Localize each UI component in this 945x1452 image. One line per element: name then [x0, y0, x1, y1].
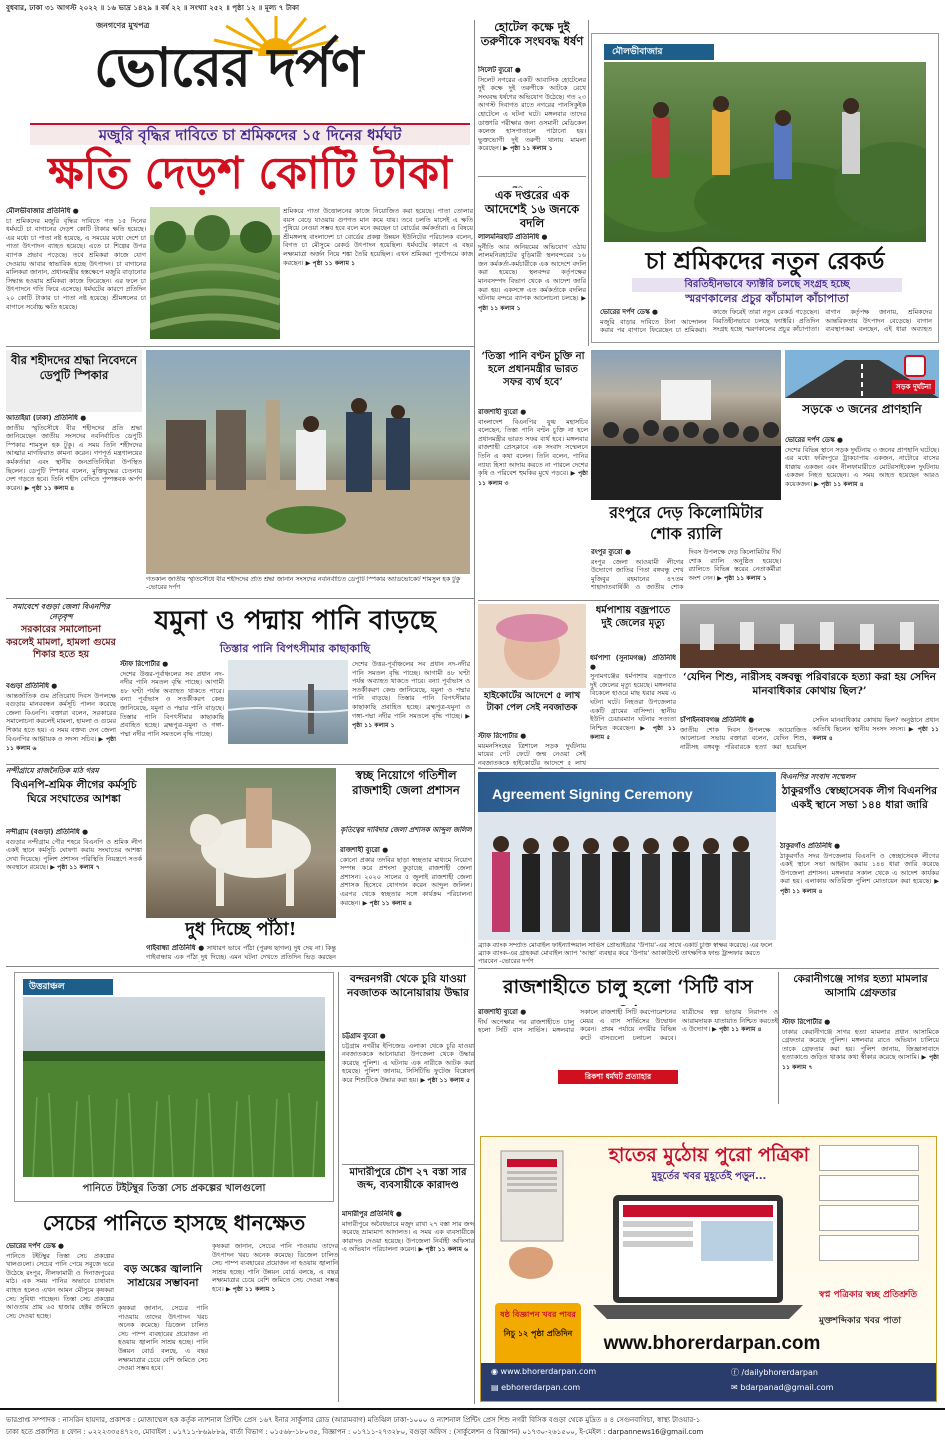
ad-headline: হাতের মুঠোয় পুরো পত্রিকা — [608, 1144, 810, 1166]
jamuna-body-col3: দেশের উত্তর-পূর্বাঞ্চলের সব প্রধান নদ-নদীর পানি সমতল বৃদ্ধি পাচ্ছে। আগামী ৪৮ ঘণ্টা পর্যন্ত অব্যাহত থাকতে পারে। বন্যা পূর্বাভাস ও সতর্কীকরণ কেন্দ্র জানিয়েছে, যমুনা ও পদ্মার পানি বাড়ছে। তিস্তার পানি বিপৎসীমার কাছাকাছি প্রবাহিত হচ্ছে। ব্রহ্মপুত্র-যমুনা ও গঙ্গা-পদ্মা নদীর পানি সমতলে বৃদ্ধি পাচ্ছে। ▶ পৃষ্ঠা ১১ কলাম ১ — [352, 660, 470, 730]
lead-headline: ক্ষতি দেড়শ কোটি টাকা — [48, 148, 452, 199]
ad-stamp: ষষ্ঠ বিজ্ঞাপন খবর পাবর নিচু ১২ পৃষ্ঠা প্রতিদিন — [495, 1303, 581, 1367]
uttor-photo — [23, 997, 325, 1177]
tea-record-sub2: স্মরণকালের প্রচুর কাঁচামাল কাঁচাপাতা — [685, 292, 849, 305]
uttor-headline: সেচের পানিতে হাসছে ধানক্ষেত — [42, 1210, 306, 1235]
madaripur-headline: মাদারীপুরে চৌশ ২৭ বস্তা সার জব্দ, ব্যবসায়ীকে কারাদণ্ড — [349, 1167, 467, 1191]
nandigram-kicker: নন্দীগ্রামে রাজনৈতিক মাঠ গরম — [6, 766, 99, 775]
madaripur-body: মাদারীপুর প্রতিনিধি ● মাদারীপুরে অবৈধভাবে মজুদ রাখা ২৭ বস্তা সার জব্দ করেছে ভ্রাম্যমাণ আদালত। এ সময় এক ব্যবসায়ীকে কারাদণ্ড দেওয়া হয়েছে। উপজেলা নির্বাহী অফিসার এ অভিযান পরিচালনা করেন। ▶ পৃষ্ঠা ১১ কলাম ৬ — [342, 1210, 474, 1254]
uttor-box — [14, 972, 334, 1202]
nandigram-headline: বিএনপি-শ্রমিক লীগের কর্মসূচি ঘিরে সংঘাতের আশঙ্কা — [11, 779, 137, 805]
road-headline: সড়কে ৩ জনের প্রাণহানি — [802, 402, 922, 416]
tea-record-photo — [604, 62, 926, 242]
lead-kicker: মজুরি বৃদ্ধির দাবিতে চা শ্রমিকদের ১৫ দিনের ধর্মঘট — [30, 123, 470, 145]
nandigram-body: নন্দীগ্রাম (বগুড়া) প্রতিনিধি ● বগুড়ার নন্দীগ্রাম পৌর শহরে বিএনপি ও শ্রমিক লীগ একই স্থানে কর্মসূচি ঘোষণা করায় সংঘাতের আশঙ্কা দেখা দিয়েছে। পুলিশ প্রশাসন পরিস্থিতি নিয়ন্ত্রণে সতর্ক অবস্থানে রয়েছে। ▶ পৃষ্ঠা ১১ কলাম ৭ — [6, 828, 142, 872]
martyrs-headline: বীর শহীদদের শ্রদ্ধা নিবেদনে ডেপুটি স্পিকার — [6, 350, 142, 412]
citybus-body: রাজশাহী ব্যুরো ● দীর্ঘ অপেক্ষার পর রাজশাহীতে চালু হলো সিটি বাস সার্ভিস। মঙ্গলবার সকালে রাজশাহী সিটি করপোরেশনের মেয়র এ বাস সার্ভিসের উদ্বোধন করেন। প্রথম পর্যায়ে নগরীর বিভিন্ন রুটে বাসগুলো চলাচল করবে। যাত্রীদের স্বল্প ভাড়ায় নিরাপদ ও আরামদায়ক যাতায়াত নিশ্চিত করতেই এ উদ্যোগ। ▶ পৃষ্ঠা ১১ কলাম ৪ — [478, 1008, 778, 1042]
goat-body: গাইবান্ধা প্রতিনিধি ● সাধারণ ভাবে পাঁঠা (পুরুষ ছাগল) দুধ দেয় না। কিন্তু গাইবান্ধায় এক পাঁঠা দুধ দিচ্ছে। এমন ঘটনা দেখতে প্রতিদিন ভিড় করছেন — [146, 944, 336, 961]
corruption-body: লালমনিরহাট প্রতিনিধি ● দুর্নীতি আর অনিয়মের অভিযোগ ওঠায় লালমনিরহাটের বুড়িমারী স্থলবন্দরের ১৬ জন কর্মকর্তা-কর্মচারীকে এক আদেশে বদলি করা হয়েছে। স্থলবন্দর কর্তৃপক্ষের মানবসম্পদ বিভাগ থেকে এ আদেশ জারি করা হয়। একসঙ্গে এত কর্মকর্তাকে বদলির ঘটনায় বন্দরে ব্যাপক আলোচনা চলছে। ▶ পৃষ্ঠা ১১ কলাম ১ — [478, 233, 586, 312]
footer-line1: ভারপ্রাপ্ত সম্পাদক : নাসরিন হায়দার, প্রকাশক : মোজাম্মেল হক কর্তৃক ন্যাশনাল প্রিন্টিং প্রেস ১৬৭ ইনার সার্কুলার রোড (আরামবাগ) মতিঝিল ঢাকা-১০০০ ও ন্যাশনাল প্রিন্টিং প্রেস শিশু নগরী বিসিক বগুড়া থেকে মুদ্রিত ॥ ৪ সেগুনবাগিচা, স্বাস্থ্য টাওয়ার-১ — [6, 1416, 701, 1424]
newspaper-roll-icon — [491, 1145, 581, 1295]
laptop-icon — [593, 1189, 803, 1329]
thakurgaon-headline: ঠাকুরগাঁও স্বেচ্ছাসেবক লীগ বিএনপির একই স্থানে সভা ১৪৪ ধারা জারি — [781, 785, 938, 811]
jamuna-headline: যমুনা ও পদ্মায় পানি বাড়ছে — [154, 606, 436, 636]
uttor-sub: বড় অঙ্কের জ্বালানি সাশ্রয়ের সম্ভাবনা — [123, 1263, 203, 1289]
tea-record-region-label: মৌলভীবাজার — [604, 44, 714, 60]
footer-line2: ঢাকা হতে প্রকাশিত ॥ ফোন : ০২২২৩৩৫৪৭২৩, মোবাইল : ০১৭১১-৮৬৯৮৮৯, বার্তা বিভাগ : ০১৫৬৮-১৮০৩৫, বিজ্ঞাপন : ০১৭১১-২৭৩২৮০, বগুড়া অফিস : (সার্কুলেশন ও বিজ্ঞাপন) ০১৭৩০-২৬১৫০০, ই-মেইল : darpannews16@gmail.com — [6, 1428, 704, 1436]
citybus-badge: রিকশা ধর্মঘট প্রত্যাহার — [558, 1070, 678, 1084]
rajshahi-admin-kicker: কৃতিত্বের দাবিদার জেলা প্রশাসক আব্দুল জলিল — [340, 826, 472, 834]
ad-mail-link[interactable]: ✉ bdarpanad@gmail.com — [731, 1383, 834, 1392]
uttor-body3: কৃষকরা জানান, সেচের পানি পাওয়ায় তাদের উৎপাদন খরচ অনেক কমেছে। ডিজেল চালিত সেচ পাম্প ব্যবহারের প্রয়োজন না হওয়ায় জ্বালানি সাশ্রয় হচ্ছে। পানি উন্নয়ন বোর্ড বলছে, এ বছর লক্ষ্যমাত্রার চেয়ে বেশি জমিতে সেচ দেওয়া সম্ভব হবে। ▶ পৃষ্ঠা ১১ কলাম ১ — [212, 1242, 338, 1293]
jamuna-sub: তিস্তার পানি বিপৎসীমার কাছাকাছি — [219, 642, 371, 655]
hotel-body: সিলেট ব্যুরো ● সিলেট নগরের একটি আবাসিক হোটেলের দুই কক্ষে দুই তরুণীকে আটকে রেখে সংঘবদ্ধ ধর্ষণের অভিযোগ উঠেছে। গত ২৩ আগস্ট দিবাগত রাতে নগরের পানসিকুইক হোটেলে এ ঘটনা ঘটে। মঙ্গলবার তাদের ডাক্তারি পরীক্ষার জন্য ওসমানী মেডিকেল কলেজ হাসপাতালে পাঠানো হয়। ভুক্তভোগী দুই তরুণী থানায় মামলা করেছেন। ▶ পৃষ্ঠা ১১ কলাম ১ — [478, 66, 586, 153]
tea-record-box — [591, 33, 939, 343]
road-banner — [785, 350, 939, 398]
uttor-body2: কৃষকরা জানান, সেচের পানি পাওয়ায় তাদের উৎপাদন খরচ অনেক কমেছে। ডিজেল চালিত সেচ পাম্প ব্যবহারের প্রয়োজন না হওয়ায় জ্বালানি সাশ্রয় হচ্ছে। পানি উন্নয়ন বোর্ড বলছে, এ বছর লক্ষ্যমাত্রার চেয়ে বেশি জমিতে সেচ দেওয়া সম্ভব হবে। — [118, 1304, 208, 1373]
agreement-photo — [478, 772, 776, 940]
goat-photo — [146, 768, 336, 918]
baby-photo — [478, 604, 586, 688]
rangpur-photo — [591, 350, 781, 500]
agreement-banner: Agreement Signing Ceremony — [478, 772, 776, 812]
uttor-region-label: উত্তরাঞ্চল — [23, 979, 113, 995]
jamuna-body: স্টাফ রিপোর্টার ● দেশের উত্তর-পূর্বাঞ্চলের সব প্রধান নদ-নদীর পানি সমতল বৃদ্ধি পাচ্ছে। আগামী ৪৮ ঘণ্টা পর্যন্ত অব্যাহত থাকতে পারে। বন্যা পূর্বাভাস ও সতর্কীকরণ কেন্দ্র জানিয়েছে, যমুনা ও পদ্মার পানি বাড়ছে। তিস্তার পানি বিপৎসীমার কাছাকাছি প্রবাহিত হচ্ছে। ব্রহ্মপুত্র-যমুনা ও গঙ্গা-পদ্মা নদীর পানি সমতলে বৃদ্ধি পাচ্ছে। — [120, 660, 224, 738]
rescue-body: চট্টগ্রাম ব্যুরো ● চট্টগ্রাম নগরীর ইপিজেড এলাকা থেকে চুরি যাওয়া নবজাতককে আনোয়ারা উপজেলা থেকে উদ্ধার করেছে পুলিশ। এ ঘটনায় এক নারীকে আটক করা হয়েছে। পুলিশ জানায়, সিসিটিভি ফুটেজ বিশ্লেষণ করে শিশুটিকে উদ্ধার করা হয়। ▶ পৃষ্ঠা ১১ কলাম ৫ — [342, 1032, 474, 1084]
sheikh-body: চাঁপাইনবাবগঞ্জ প্রতিনিধি ● জাতীয় শোক দিবস উপলক্ষে আয়োজিত আলোচনা সভায় বক্তারা বলেন, যেদিন শিশু, নারীসহ বঙ্গবন্ধু পরিবারকে হত্যা করা হয়েছিল সেদিন মানবাধিকার কোথায় ছিল? অনুষ্ঠানে প্রধান অতিথি ছিলেন স্থানীয় সংসদ সদস্য। ▶ পৃষ্ঠা ১১ কলাম ৪ — [680, 716, 939, 751]
corruption-kicker — [478, 178, 586, 188]
paper-icon: ▤ — [491, 1383, 502, 1392]
ad-sub: মুহূর্তের খবর মুহূর্তেই পড়ুন... — [651, 1171, 767, 1182]
ad-side-text1: স্বপ্ন পত্রিকার স্বচ্ছ প্রতিশ্রুতি — [819, 1290, 918, 1300]
ad-footer-bar — [481, 1363, 936, 1401]
masthead-tagline: জনগণের মুখপত্র — [96, 21, 150, 30]
dateline: বুধবার, ঢাকা ৩১ আগস্ট ২০২২ ॥ ১৬ ভাদ্র ১৪২৯ ॥ বর্ষ ২২ ॥ সংখ্যা ২৫২ ॥ পৃষ্ঠা ১২ ॥ মূল্য ৭ টাকা — [6, 3, 300, 12]
rajshahi-admin-body: রাজশাহী ব্যুরো ● কোনো প্রকার তদবির ছাড়া স্বচ্ছতার মাধ্যমে নিয়োগ সম্পন্ন করে প্রশংসা কুড়াচ্ছে রাজশাহী জেলা প্রশাসন। ২০২০ সালের ৫ জুলাই রাজশাহী জেলা প্রশাসক হিসেবে যোগদান করেন আব্দুল জলিল। এরপর থেকে স্বচ্ছতার সঙ্গে কার্যক্রম পরিচালনা করছেন। ▶ পৃষ্ঠা ১১ কলাম ৪ — [340, 846, 472, 907]
jamuna-photo — [228, 660, 348, 744]
sheikh-photo — [680, 604, 939, 668]
martyrs-caption: গতকাল জাতীয় স্মৃতিসৌধে বীর শহীদদের প্রতি শ্রদ্ধা জানান সংসদের নবনির্বাচিত ডেপুটি স্পিকার অ্যাডভোকেট শামসুল হক টুকু -ভোরের দর্পণ — [146, 576, 460, 592]
road-accident-box — [785, 350, 939, 598]
baby-headline: হাইকোর্টের আদেশে ৫ লাখ টাকা পেল সেই নবজাতক — [483, 691, 581, 713]
globe-icon: ◉ — [491, 1367, 501, 1376]
ad-facebook-link[interactable]: ⓕ /dailybhorerdarpan — [731, 1368, 818, 1377]
facebook-icon: ⓕ — [731, 1368, 742, 1377]
grave-headline: ধর্মপাশায় বজ্রপাতে দুই জেলের মৃত্যু — [595, 605, 671, 629]
masthead — [6, 14, 466, 122]
road-badge: সড়ক দুর্ঘটনা — [892, 380, 935, 394]
grave-body: ধর্মপাশা (সুনামগঞ্জ) প্রতিনিধি ● সুনামগঞ্জের ধর্মপাশায় বজ্রপাতে দুই জেলের মৃত্যু হয়েছে। মঙ্গলবার বিকেলে হাওরে মাছ ধরার সময় এ ঘটনা ঘটে। নিহতরা উপজেলার একটি গ্রামের বাসিন্দা। স্থানীয় ইউপি চেয়ারম্যান ঘটনার সত্যতা নিশ্চিত করেছেন। ▶ পৃষ্ঠা ১১ কলাম ৫ — [590, 654, 676, 742]
ad-epaper-link[interactable]: ▤ ebhorerdarpan.com — [491, 1383, 581, 1392]
keraniganj-body: স্টাফ রিপোর্টার ● ঢাকার কেরানীগঞ্জে সাগর হত্যা মামলার প্রধান আসামিকে গ্রেফতার করেছে পুলিশ। মঙ্গলবার রাতে অভিযান চালিয়ে তাকে গ্রেফতার করা হয়। পুলিশ জানায়, জিজ্ঞাসাবাদে হত্যাকাণ্ডে জড়িত থাকার কথা স্বীকার করেছে আসামি। ▶ পৃষ্ঠা ১১ কলাম ৭ — [782, 1018, 939, 1071]
ad-side-text2: মুক্তশব্দিকার খবর পাতা — [819, 1316, 902, 1326]
rescue-headline: বন্দরনগরী থেকে চুরি যাওয়া নবজাতক আনোয়ারায় উদ্ধার — [347, 973, 469, 999]
lead-body-col1: মৌলভীবাজার প্রতিনিধি ● চা শ্রমিকদের মজুরি বৃদ্ধির দাবিতে গত ১৫ দিনের ধর্মঘটে চা বাগানের দেড়শ কোটি টাকার ক্ষতি হয়েছে। এর মধ্যে চা পাতা নষ্ট হয়েছে, এ সময়ের মধ্যে দেশে চা পাতা উৎপাদন ব্যাহত হয়েছে। এতে চা শিল্পের উপর ব্যাপক প্রভাব পড়েছে। তবে শ্রমিকরা কাজে যোগ দেওয়ায় আবার স্বাভাবিক হচ্ছে উৎপাদন। চা বাগানের মালিকরা জানান, প্রধানমন্ত্রীর হস্তক্ষেপে মজুরি বাড়ানোর সিদ্ধান্ত হওয়ায় শ্রমিকরা কাজে ফিরেছেন। এর ফলে চা উৎপাদনে গতি ফিরে এসেছে। ধর্মঘটের কারণে প্রতিদিন ২০ কোটি টাকার চা পাতা নষ্ট হয়েছে। শ্রীমঙ্গলের চা বাগানে সর্বোচ্চ ক্ষতি হয়েছে। — [6, 207, 146, 311]
rangpur-body: রংপুর ব্যুরো ● রংপুর জেলা আওয়ামী লীগের উদ্যোগে জাতির পিতা বঙ্গবন্ধু শেখ মুজিবুর রহমানের ৪৭তম শাহাদাতবার্ষিকী ও জাতীয় শোক দিবস উপলক্ষে দেড় কিলোমিটার দীর্ঘ শোক র‌্যালি অনুষ্ঠিত হয়েছে। র‌্যালিতে বিভিন্ন স্তরের নেতাকর্মীরা অংশ নেন। ▶ পৃষ্ঠা ১১ কলাম ১ — [591, 548, 781, 592]
baby-body: স্টাফ রিপোর্টার ● ময়মনসিংহের ত্রিশালে সড়ক দুর্ঘটনায় মায়ের পেট ফেটে জন্ম নেওয়া সেই নবজাতককে হাইকোর্টের আদেশে ৫ লাখ — [478, 732, 586, 767]
footer-imprint — [0, 1408, 945, 1452]
hotel-headline: হোটেল কক্ষে দুই তরুণীকে সংঘবদ্ধ ধর্ষণ — [480, 20, 584, 48]
citybus-headline: রাজশাহীতে চালু হলো ‘সিটি বাস — [503, 976, 753, 998]
corruption-headline: এক দপ্তরের এক আদেশেই ১৬ জনকে বদলি — [484, 188, 580, 230]
sheikh-headline: ‘যেদিন শিশু, নারীসহ বঙ্গবন্ধু পরিবারকে হত্যা করা হয় সেদিন মানবাধিকার কোথায় ছিল?’ — [683, 671, 936, 697]
rajshahi-admin-headline: স্বচ্ছ নিয়োগে গতিশীল রাজশাহী জেলা প্রশাসন — [352, 768, 460, 797]
martyrs-photo — [146, 350, 470, 574]
thakurgaon-kicker: বিএনপির সংবাদ সম্মেলন — [780, 772, 856, 781]
agreement-caption: ব্র্যাক ব্যাংক সম্প্রতি মোবাইল ফাইন্যান্সিয়াল সার্ভিস প্রোভাইডার ‘উপায়’-এর সাথে একটি চুক্তি স্বাক্ষর করেছে। এর ফলে ব্র্যাক ব্যাংক-এর গ্রাহকরা মোবাইল অ্যাপ ‘আস্থা’ ব্যবহার করে ‘উপায়’ অ্যাকাউন্টে তাৎক্ষণিক ফান্ড ট্রান্সফার করতে পারবেন -ভোরের দর্পণ — [478, 942, 773, 966]
bogra-bnp-body: বগুড়া প্রতিনিধি ● আন্তর্জাতিক গুম প্রতিরোধ দিবস উপলক্ষে বগুড়ায় মানববন্ধন কর্মসূচি পালন করেছে জেলা বিএনপি। বক্তারা বলেন, সরকারের সমালোচনা করলেই মামলা, হামলা ও গুমের শিকার হতে হয়। এ সময় বক্তব্য দেন জেলা বিএনপির আহ্বায়ক ও সদস্য সচিব। ▶ পৃষ্ঠা ১১ কলাম ৬ — [6, 682, 116, 753]
goat-headline: দুধ দিচ্ছে পাঁঠা! — [185, 919, 297, 940]
tea-record-sub1: বিরতিহীনভাবে ফ্যাক্টরি চলছে সংগ্রহ হচ্ছে — [632, 278, 902, 292]
uttor-body1: ভোরের দর্পণ ডেস্ক ● পানিতে টইটম্বুর তিস্তা সেচ প্রকল্পের খালগুলো। সেচের পানি পেয়ে সবুজে ভরে উঠেছে রংপুর, নীলফামারী ও দিনাজপুরের মাঠ। এক সময় পানির অভাবে চাষাবাদ ব্যাহত হলেও এখন আমন মৌসুমে কৃষকরা সেচ সুবিধা পাচ্ছেন। তিস্তা সেচ প্রকল্পের আওতায় প্রায় ৬৫ হাজার হেক্টর জমিতে সেচ দেওয়া হচ্ছে। — [6, 1242, 114, 1320]
uttor-caption: পানিতে টইটম্বুর তিস্তা সেচ প্রকল্পের খালগুলো — [82, 1183, 266, 1194]
mail-icon: ✉ — [731, 1383, 741, 1392]
thakurgaon-body: ঠাকুরগাঁও প্রতিনিধি ● ঠাকুরগাঁও সদর উপজেলায় বিএনপি ও স্বেচ্ছাসেবক লীগের একই স্থানে সভা আহ্বান করায় ১৪৪ ধারা জারি করেছে উপজেলা প্রশাসন। মঙ্গলবার সকাল থেকে এ আদেশ কার্যকর করা হয়। এলাকায় অতিরিক্ত পুলিশ মোতায়েন করা হয়েছে। ▶ পৃষ্ঠা ১১ কলাম ৪ — [780, 842, 939, 895]
road-body: ভোরের দর্পণ ডেস্ক ● দেশের বিভিন্ন স্থানে সড়ক দুর্ঘটনায় ৩ জনের প্রাণহানি ঘটেছে। এর মধ্যে ফরিদপুরে ট্রাকচাপায় একজন, নাটোরে বাসের ধাক্কায় একজন এবং নীলফামারীতে মোটরসাইকেল দুর্ঘটনায় একজন নিহত হয়েছেন। এ সময় আহত হয়েছেন আরও কয়েকজন। ▶ পৃষ্ঠা ১১ কলাম ৪ — [785, 436, 939, 488]
teesta-body: রাজশাহী ব্যুরো ● বাংলাদেশ বিএনপির যুগ্ম মহাসচিব বলেছেন, তিস্তা পানি বণ্টন চুক্তি না হলে প্রধানমন্ত্রীর ভারত সফর ব্যর্থ হবে। মঙ্গলবার রাজশাহী প্রেসক্লাবে এক সংবাদ সম্মেলনে তিনি এ কথা বলেন। তিনি বলেন, পানির ন্যায্য হিস্যা আদায় করতে না পারলে দেশের কৃষি ও পরিবেশ হুমকির মুখে পড়বে। ▶ পৃষ্ঠা ১১ কলাম ৩ — [478, 408, 588, 487]
lead-photo-tea-garden — [150, 207, 280, 339]
ad-url[interactable]: www.bhorerdarpan.com — [603, 1333, 821, 1354]
lead-body-col2: শ্রমিকরে পাতা উত্তোলনের কাজে নিয়োজিত করা হয়েছে। পাতা তোলার বয়স বেড়ে যাওয়ায় গুণগত মান কমে যায়। তবে চলতি মাসেই এ ক্ষতি পুষিয়ে নেওয়া সম্ভব হবে বলে মনে করছেন চা বোর্ডের কর্মকর্তারা। এ বিষয়ে শ্রীমঙ্গলস্থ বাংলাদেশ চা বোর্ডের প্রকল্প উন্নয়ন ইউনিটের পরিচালক বলেন, বিগত চা মৌসুমে রেকর্ড উৎপাদন হয়েছিল। ধর্মঘটের কারণে এ বছর লক্ষ্যমাত্রা অর্জন নিয়ে শঙ্কা তৈরি হয়েছিল। এখন শ্রমিকরা পূর্ণোদ্যমে কাজ করছেন। ▶ পৃষ্ঠা ১১ কলাম ১ — [283, 207, 473, 267]
tea-record-headline: চা শ্রমিকদের নতুন রেকর্ড — [645, 246, 885, 275]
rangpur-headline: রংপুরে দেড় কিলোমিটার শোক র‌্যালি — [609, 503, 763, 543]
bogra-bnp-headline: সরকারের সমালোচনা করলেই মামলা, হামলা গুমের শিকার হতে হয় — [6, 624, 116, 660]
ad-web-link[interactable]: ◉ www.bhorerdarpan.com — [491, 1367, 597, 1376]
teesta-headline: ‘তিস্তা পানি বণ্টন চুক্তি না হলে প্রধানমন্ত্রীর ভারত সফর ব্যর্থ হবে’ — [481, 351, 585, 388]
ad-side-papers — [819, 1145, 929, 1275]
tea-record-body: ভোরের দর্পণ ডেস্ক ● মজুরি বাড়ার দাবিতে টানা আন্দোলন করার পর বাগানে ফিরেছেন চা শ্রমিকরা। কাজে ফিরেই তারা নতুন রেকর্ড গড়েছেন। বিরতিহীনভাবে চলছে ফ্যাক্টরি। প্রতিদিন সংগ্রহ হচ্ছে স্মরণকালের প্রচুর কাঁচাপাতা। বাগান কর্তৃপক্ষ জানায়, শ্রমিকদের আন্তরিকতায় উৎপাদন বেড়েছে। বাগান ব্যবস্থাপকরা বলছেন, এই ধারা অব্যাহত — [600, 308, 932, 335]
martyrs-body: আতাইয়া (ঢাকা) প্রতিনিধি ● জাতীয় স্মৃতিসৌধে বীর শহীদদের প্রতি শ্রদ্ধা জানিয়েছেন জাতীয় সংসদের নবনির্বাচিত ডেপুটি স্পিকার শামসুল হক টুকু। এ সময় তিনি শহীদদের আত্মার মাগফিরাত কামনা করেন। গণপূর্ত মন্ত্রণালয়ের কর্মকর্তারা এবং স্থানীয় জনপ্রতিনিধিরা উপস্থিত ছিলেন। ডেপুটি স্পিকার বলেন, মুক্তিযুদ্ধের চেতনায় দেশ গড়তে হবে। তিনি শহীদ বেদিতে পুষ্পস্তবক অর্পণ করেন। ▶ পৃষ্ঠা ১১ কলাম ৪ — [6, 414, 142, 492]
masthead-name: ভোরের দর্পণ — [94, 35, 363, 99]
epaper-ad — [480, 1136, 937, 1402]
bogra-bnp-kicker: সমাবেশে বগুড়া জেলা বিএনপির নেতৃবৃন্দ — [12, 602, 110, 621]
keraniganj-headline: কেরানীগঞ্জে সাগর হত্যা মামলার আসামি গ্রেফতার — [793, 973, 928, 999]
